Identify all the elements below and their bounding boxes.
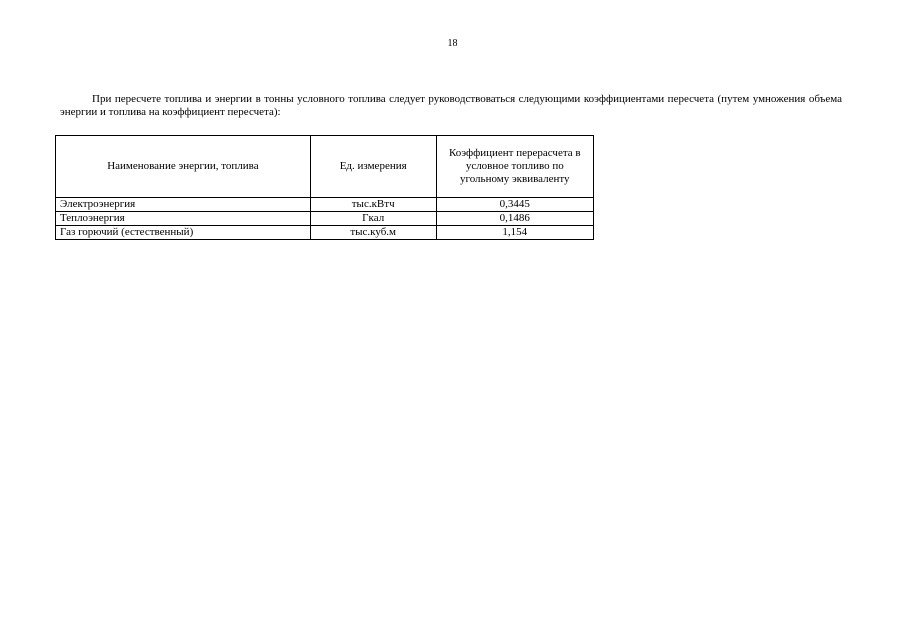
cell-unit: Гкал bbox=[310, 212, 436, 226]
header-unit: Ед. измерения bbox=[310, 136, 436, 198]
cell-unit: тыс.куб.м bbox=[310, 226, 436, 240]
cell-coefficient: 0,1486 bbox=[436, 212, 593, 226]
intro-paragraph: При пересчете топлива и энергии в тонны условного топлива следует руководствоваться следующими коэффициентами пересчета (путем умножения объема энергии и топлива на коэффициент пересчета): bbox=[60, 93, 842, 118]
table-header-row bbox=[56, 136, 594, 198]
header-coefficient: Коэффициент перерасчета в условное топливо по угольному эквиваленту bbox=[436, 136, 593, 198]
header-energy-name: Наименование энергии, топлива bbox=[56, 136, 311, 198]
cell-energy-name: Электроэнергия bbox=[56, 198, 311, 212]
table-row bbox=[56, 212, 594, 226]
cell-energy-name: Газ горючий (естественный) bbox=[56, 226, 311, 240]
cell-coefficient: 0,3445 bbox=[436, 198, 593, 212]
page-number: 18 bbox=[447, 38, 458, 49]
table-row bbox=[56, 198, 594, 212]
table-row bbox=[56, 226, 594, 240]
conversion-coefficients-table bbox=[55, 135, 594, 240]
cell-energy-name: Теплоэнергия bbox=[56, 212, 311, 226]
cell-unit: тыс.кВтч bbox=[310, 198, 436, 212]
cell-coefficient: 1,154 bbox=[436, 226, 593, 240]
